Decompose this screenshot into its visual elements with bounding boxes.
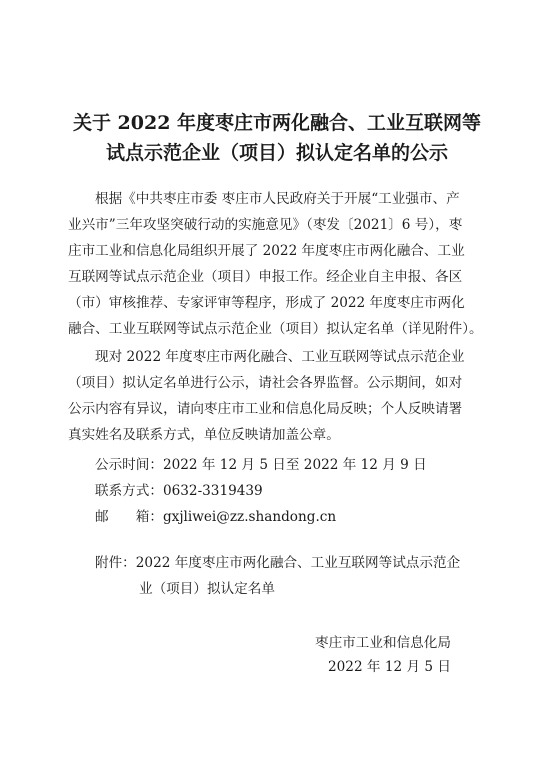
paragraph-line: 业兴市”三年攻坚突破行动的实施意见》（枣发〔2021〕6 号），枣	[68, 217, 463, 233]
publicity-period: 公示时间：2022 年 12 月 5 日至 2022 年 12 月 9 日	[95, 457, 427, 473]
contact-email-row	[68, 504, 488, 530]
paragraph-line: （市）审核推荐、专家评审等程序，形成了 2022 年度枣庄市两化	[68, 295, 465, 311]
contact-phone: 联系方式：0632-3319439	[95, 483, 263, 499]
email-label: 邮 箱：	[95, 509, 163, 525]
title-line-1: 关于 2022 年度枣庄市两化融合、工业互联网等	[72, 112, 482, 134]
attachment-block	[68, 550, 488, 602]
paragraph-line: （项目）拟认定名单进行公示，请社会各界监督。公示期间，如对	[68, 375, 463, 391]
paragraph-line: 根据《中共枣庄市委 枣庄市人民政府关于开展“工业强市、产	[95, 191, 460, 207]
paragraph-line: 庄市工业和信息化局组织开展了 2022 年度枣庄市两化融合、工业	[68, 243, 465, 259]
paragraph-line: 公示内容有异议，请向枣庄市工业和信息化局反映；个人反映请署	[68, 401, 463, 417]
paragraph-2	[68, 344, 488, 448]
signature-org: 枣庄市工业和信息化局	[315, 635, 451, 651]
paragraph-line: 现对 2022 年度枣庄市两化融合、工业互联网等试点示范企业	[95, 349, 465, 365]
contact-block	[68, 452, 488, 530]
title-line-2: 试点示范企业（项目）拟认定名单的公示	[105, 142, 448, 164]
attachment-line-2: 业（项目）拟认定名单	[139, 581, 275, 597]
signature-date: 2022 年 12 月 5 日	[328, 659, 451, 675]
paragraph-line: 真实姓名及联系方式，单位反映请加盖公章。	[68, 427, 340, 443]
paragraph-1	[68, 186, 488, 342]
paragraph-line: 互联网等试点示范企业（项目）申报工作。经企业自主申报、各区	[68, 269, 463, 285]
email-address: gxjliwei@zz.shandong.cn	[162, 509, 337, 525]
paragraph-line: 融合、工业互联网等试点示范企业（项目）拟认定名单（详见附件）。	[68, 321, 483, 337]
attachment-line-1: 附件：2022 年度枣庄市两化融合、工业互联网等试点示范企	[95, 555, 461, 571]
document-title	[40, 108, 514, 168]
